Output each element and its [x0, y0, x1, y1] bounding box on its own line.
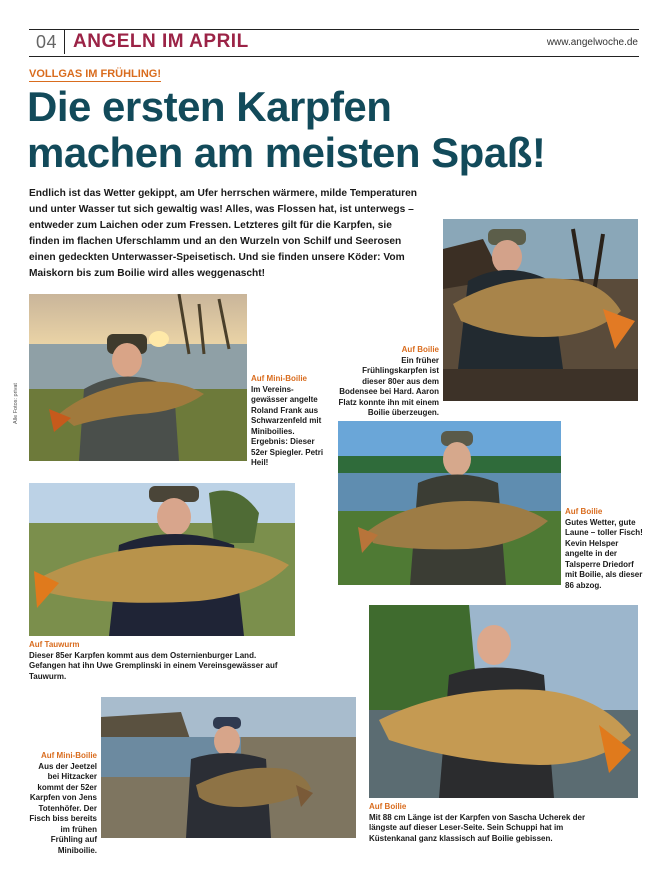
photo-jens-totenhoefer: [101, 697, 356, 838]
caption-title: Auf Boilie: [565, 507, 603, 516]
headline-line-2: machen am meisten Spaß!: [27, 129, 546, 176]
caption-sascha-ucherek: [369, 802, 589, 844]
article-intro: Endlich ist das Wetter gekippt, am Ufer herrschen wärmere, milde Temperaturen und unter Wasser tut sich gewaltig was! Alles, was Flossen hat, ist unterwegs – entweder zum Laichen oder zum Fressen. Letzteres gilt für die Karpfen, sie finden im flachen Uferschlamm und an den Wurzeln von Schilf und Seerosen einen gedeckten Unterwasser-Speisetisch. Und sie finden unsere Köder: Vom Maiskorn bis zum Boilie wird alles weggenascht!: [29, 188, 417, 279]
headline-line-1: Die ersten Karpfen: [27, 83, 392, 130]
caption-title: Auf Boilie: [369, 802, 407, 811]
caption-text: Mit 88 cm Länge ist der Karpfen von Sascha Ucherek der längste auf dieser Leser-Seite. Sein Schuppi hat im Küstenkanal ganz klassisch auf Boilie gebissen.: [369, 812, 586, 843]
caption-title: Auf Mini-Boilie: [251, 374, 307, 383]
article-kicker: VOLLGAS IM FRÜHLING!: [29, 68, 161, 80]
photo-uwe-gremplinski: [29, 483, 295, 636]
caption-roland-frank: [251, 374, 329, 469]
caption-text: Ein früher Frühlingskarpfen ist dieser 80er aus dem Bodensee bei Hard. Aaron Flatz konnte ihn mit einem Boilie überzeugen.: [338, 355, 439, 417]
photo-aaron-flatz: [443, 219, 638, 401]
article-headline: [27, 84, 627, 176]
caption-aaron-flatz: [338, 345, 439, 419]
photo-credit: Alle Fotos: privat: [13, 383, 19, 424]
section-title: ANGELN IM APRIL: [73, 31, 249, 52]
caption-title: Auf Boilie: [401, 345, 439, 354]
photo-sascha-ucherek: [369, 605, 638, 798]
caption-text: Gutes Wetter, gute Laune – toller Fisch! Kevin Helsper angelte in der Talsperre Driedorf mit Boilie, als dieser 86 abzog.: [565, 517, 643, 590]
caption-jens-totenhoefer: [29, 751, 97, 856]
photo-kevin-helsper: [338, 421, 561, 585]
caption-uwe-gremplinski: [29, 640, 279, 682]
caption-text: Aus der Jeetzel bei Hitzacker kommt der 52er Karpfen von Jens Totenhöfer. Der Fisch biss bereits im frühen Frühling auf Miniboilie.: [29, 761, 97, 855]
header-top-rule: [29, 29, 639, 30]
caption-kevin-helsper: [565, 507, 643, 591]
photo-roland-frank: [29, 294, 247, 461]
header-bottom-rule: [29, 56, 639, 57]
caption-title: Auf Mini-Boilie: [41, 751, 97, 760]
caption-text: Dieser 85er Karpfen kommt aus dem Osternienburger Land. Gefangen hat ihn Uwe Gremplinski in einem Vereinsgewässer auf Tauwurm.: [29, 650, 278, 681]
page-number: 04: [36, 32, 58, 52]
caption-text: Im Vereins-gewässer angelte Roland Frank aus Schwarzenfeld mit Miniboilies. Ergebnis: Dieser 52er Spiegler. Petri Heil!: [251, 384, 324, 467]
header-divider: [64, 30, 65, 54]
website-link[interactable]: www.angelwoche.de: [546, 37, 638, 48]
caption-title: Auf Tauwurm: [29, 640, 80, 649]
